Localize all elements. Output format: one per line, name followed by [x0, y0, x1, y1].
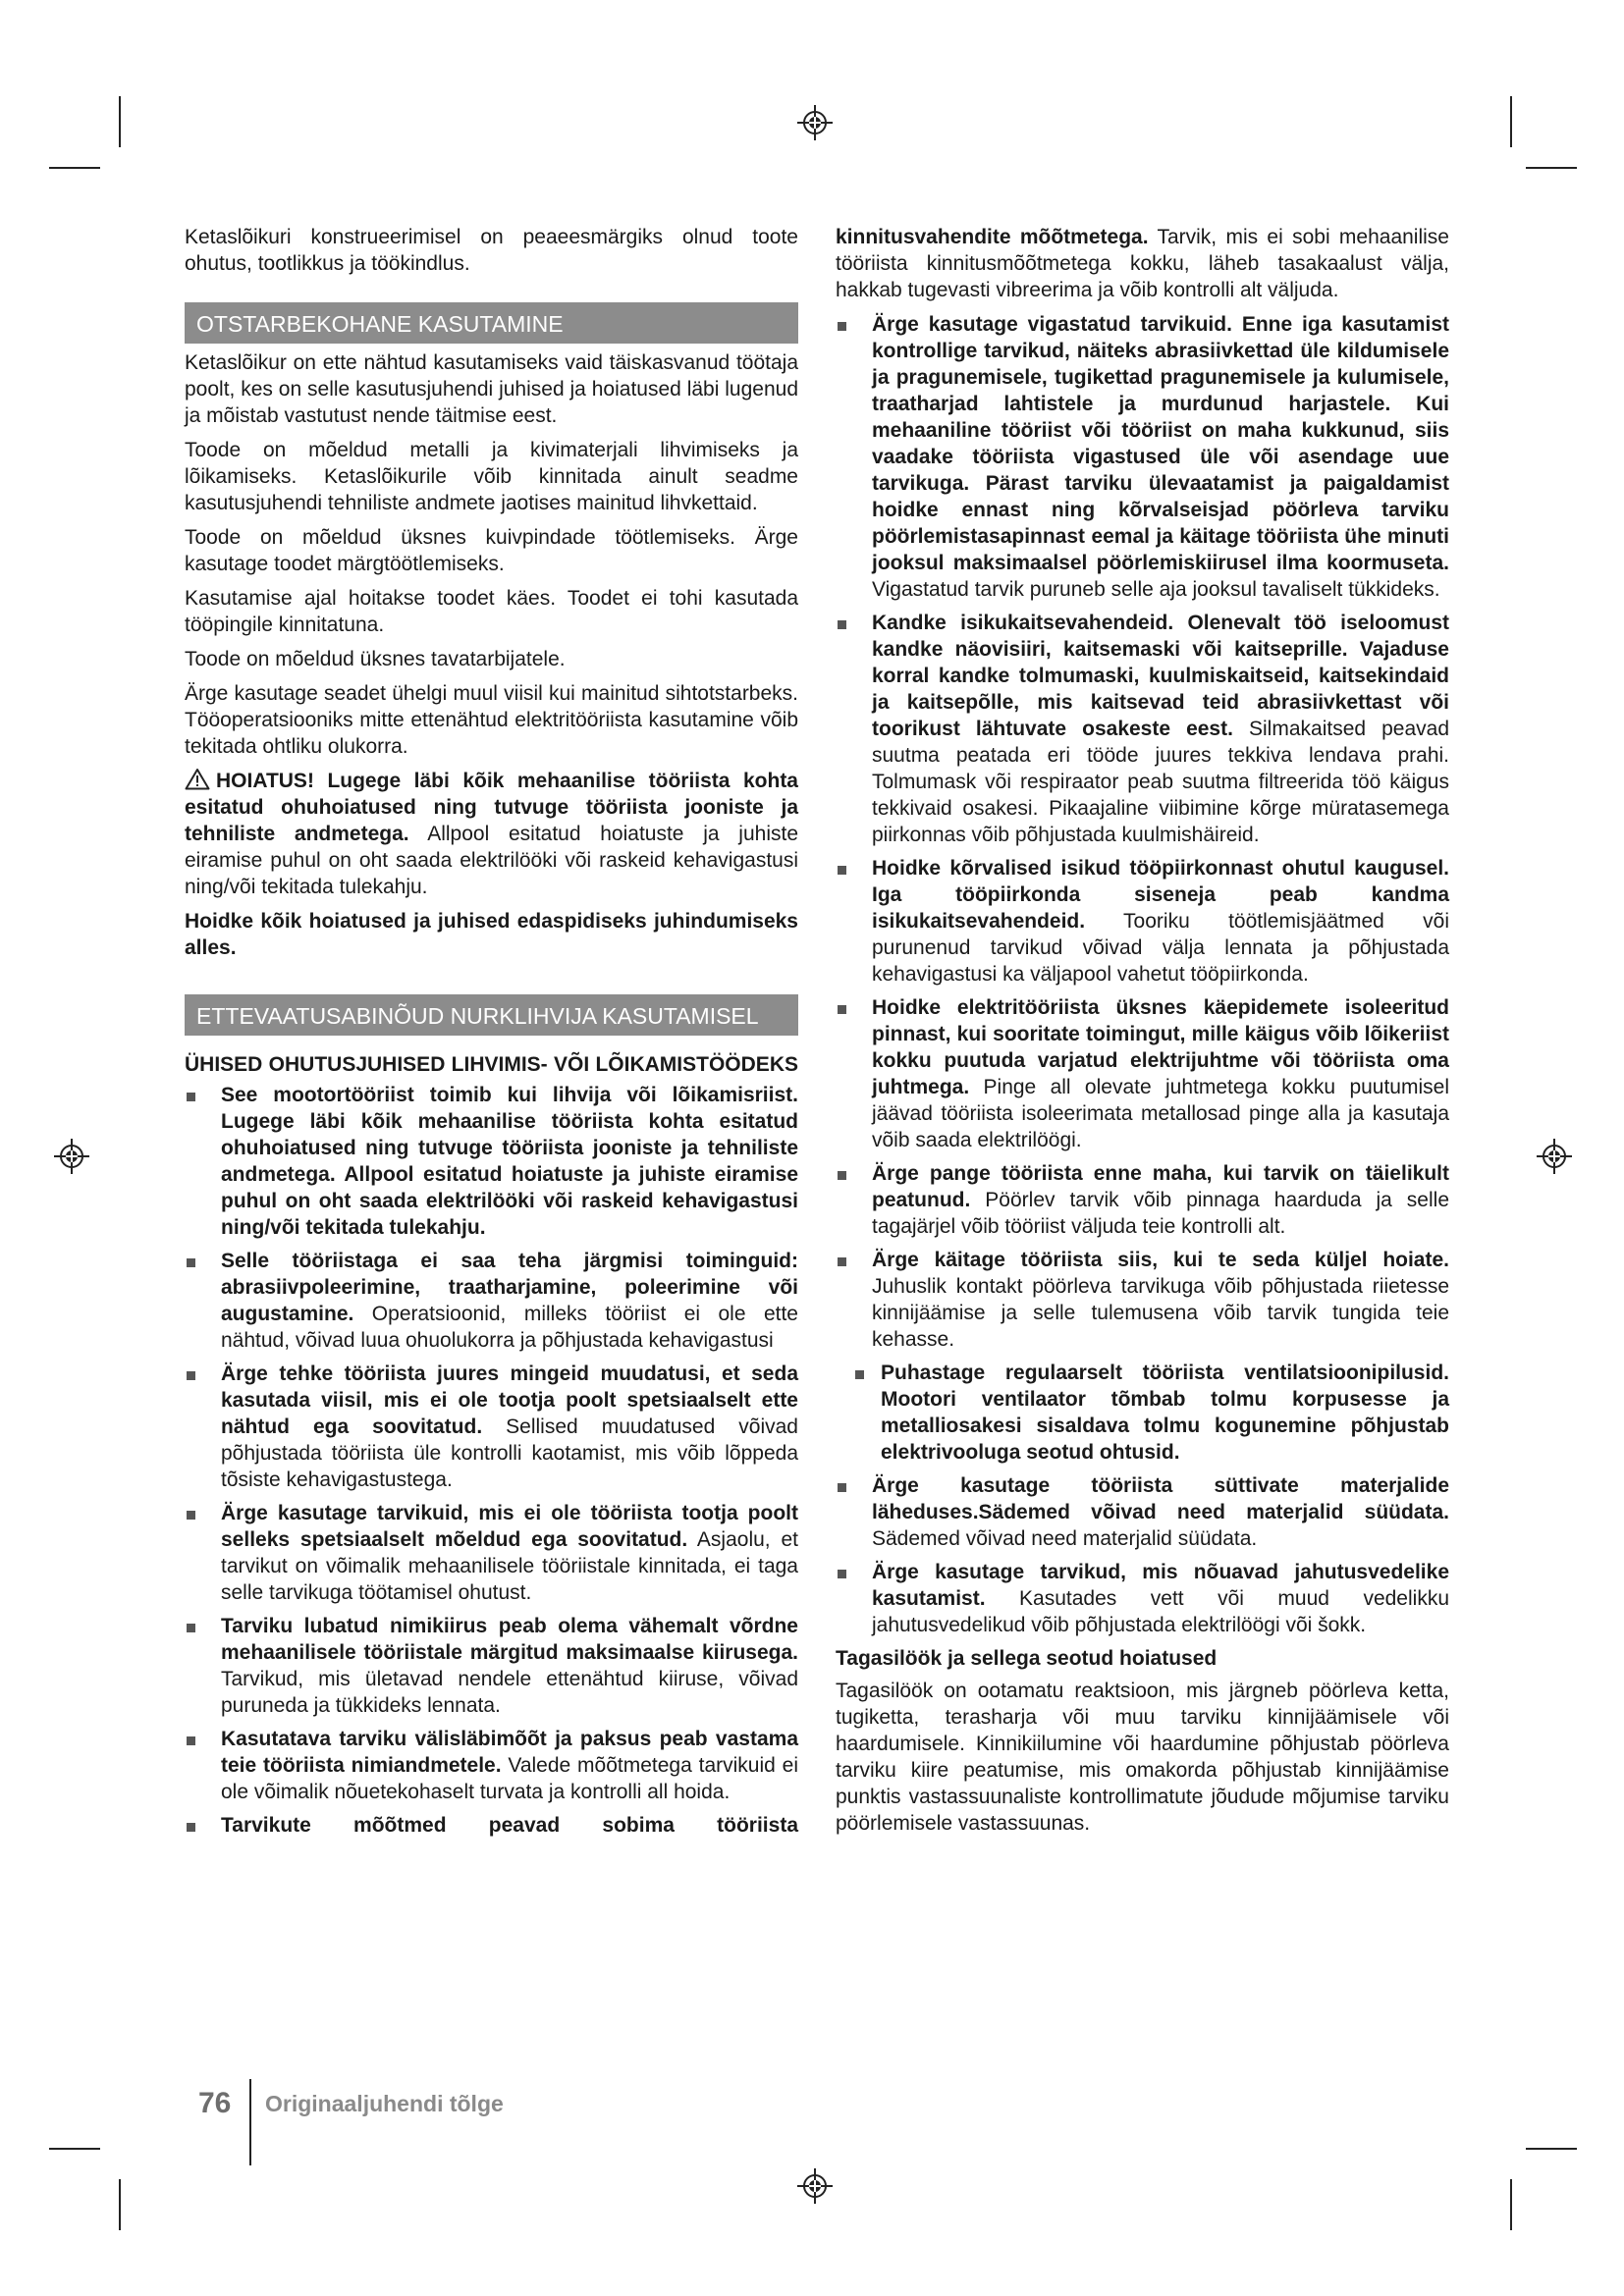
intro-paragraph: Ketaslõikuri konstrueerimisel on peaeesmärgiks olnud toote ohutus, tootlikkus ja töökindlus. — [185, 226, 798, 275]
list-item-bold: Tarvikute mõõtmed peavad sobima tööriista — [221, 1814, 798, 1837]
right-column — [836, 224, 1449, 1844]
crop-mark — [49, 2148, 100, 2150]
registration-mark-icon — [797, 2168, 833, 2204]
list-item-bold: Kandke isikukaitsevahendeid. Olenevalt töö iseloomust kandke näovisiiri, kaitsemaski või kaitseprille. Vajaduse korral kandke tolmumaski, kuulmiskaitseid, kaitsekindaid ja kaitsepõlle, mis kaitsevad teid abrasiivkettast või toorikust lähtuvate osakeste eest. — [872, 612, 1449, 740]
list-item-text: Valede mõõtmetega tarvikuid ei ole võimalik nõuetekohaselt turvata ja kontrolli all hoida. — [221, 1754, 798, 1803]
left-column — [185, 224, 798, 1845]
crop-mark — [1510, 96, 1512, 147]
list-item — [185, 1613, 798, 1719]
list-item-bold: Ärge tehke tööriista juures mingeid muudatusi, et seda kasutada viisil, mis ei ole tootja poolt spetsiaalselt ette nähtud ega soovitatud. — [221, 1362, 798, 1438]
warning-text: Allpool esitatud hoiatuste ja juhiste eiramise puhul on oht saada elektrilööki või raskeid kehavigastusi ning/või tekitada tulekahju. — [185, 823, 798, 898]
list-item-bold: Ärge pange tööriista enne maha, kui tarvik on täielikult peatunud. — [872, 1162, 1449, 1211]
kickback-paragraph: Tagasilöök on ootamatu reaktsioon, mis järgneb pöörleva ketta, tugiketta, terasharja või muu tarviku kinnijäämisele või haardumisele. Kinnikiilumine või haardumine põhjustab pöörleva tarviku kiire peatumise, mis omakorda põhjustab kinnijäämise punktis vastassuunaliste kontrollimatute jõudude mõjumise tarviku pöörlemisele vastassuunas. — [836, 1680, 1449, 1835]
paragraph: Toode on mõeldud metalli ja kivimaterjali lihvimiseks ja lõikamiseks. Ketaslõikurile võib kinnitada ainult seadme kasutusjuhendi tehniliste andmete jaotises mainitud lihvkettaid. — [185, 439, 798, 514]
list-item-bold: Puhastage regulaarselt tööriista ventilatsioonipilusid. Mootori ventilaator tõmbab tolmu korpusesse ja metalliosakesi sisaldava tolmu kogunemine põhjustab elektrivooluga seotud ohtusid. — [881, 1362, 1449, 1464]
list-item-bold: Ärge kasutage tarvikud, mis nõuavad jahutusvedelike kasutamist. — [872, 1561, 1449, 1610]
keep-instructions-text: Hoidke kõik hoiatused ja juhised edaspidiseks juhindumiseks alles. — [185, 910, 798, 959]
list-item-text: Juhuslik kontakt pöörleva tarvikuga võib põhjustada riietesse kinnijäämise ja selle tulemusena võib tarvik tungida teie kehasse. — [872, 1275, 1449, 1351]
page-number: 76 — [198, 2087, 232, 2119]
list-item — [185, 1361, 798, 1493]
footer-title: Originaaljuhendi tõlge — [265, 2091, 504, 2116]
kickback-section-title: Tagasilöök ja sellega seotud hoiatused — [836, 1647, 1218, 1670]
section-header-intended-use: OTSTARBEKOHANE KASUTAMINE — [185, 302, 798, 344]
list-item-bold: See mootortööriist toimib kui lihvija või lõikamisriist. Lugege läbi kõik mehaanilise tööriista kohta esitatud ohuhoiatused ning tutvuge tööriista jooniste ja tehniliste andmetega. Allpool esitatud hoiatuste ja juhiste eiramise puhul on oht saada elektrilööki või raskeid kehavigastusi ning/või tekitada tulekahju. — [221, 1084, 798, 1239]
list-item-text: Asjaolu, et tarvikut on võimalik mehaanilisele tööriistale kinnitada, ei taga selle tarvikuga töötamisel ohutust. — [221, 1528, 798, 1604]
crop-mark — [119, 2179, 121, 2230]
paragraph: Toode on mõeldud üksnes tavatarbijatele. — [185, 648, 566, 670]
paragraph: Toode on mõeldud üksnes kuivpindade töötlemiseks. Ärge kasutage toodet märgtöötlemiseks. — [185, 526, 798, 575]
list-item-text: Vigastatud tarvik puruneb selle aja jooksul tavaliselt tükkideks. — [872, 578, 1440, 601]
list-item — [185, 1500, 798, 1606]
crop-mark — [1510, 2179, 1512, 2230]
footer-divider — [249, 2079, 251, 2165]
list-item-bold: Selle tööriistaga ei saa teha järgmisi toiminguid: abrasiivpoleerimine, traatharjamine, poleerimine või augustamine. — [221, 1250, 798, 1325]
list-item — [836, 311, 1449, 603]
list-item-bold: Tarviku lubatud nimikiirus peab olema vähemalt võrdne mehaanilisele tööriistale märgitud maksimaalse kiirusega. — [221, 1615, 798, 1664]
list-item-text: Pinge all olevate juhtmetega kokku puutumisel jäävad tööriista isoleerimata metallosad pinge alla ja kasutaja võib saada elektrilöögi. — [872, 1076, 1449, 1151]
list-item — [836, 855, 1449, 988]
crop-mark — [1526, 2148, 1577, 2150]
section-header-precautions: ETTEVAATUSABINÕUD NURKLIHVIJA KASUTAMISEL — [185, 994, 798, 1036]
continuation-text: Tarvik, mis ei sobi mehaanilise tööriista kinnitusmõõtmetega kokku, läheb tasakaalust välja, hakkab tugevasti vibreerima ja võib kontrolli alt väljuda. — [836, 226, 1449, 301]
warning-triangle-icon — [185, 768, 210, 790]
continuation-bold: kinnitusvahendite mõõtmetega. — [836, 226, 1149, 248]
list-item-text: Kasutades vett või muud vedelikku jahutusvedelikud võib põhjustada elektrilöögi või šokk. — [872, 1587, 1449, 1636]
paragraph: Ärge kasutage seadet ühelgi muul viisil kui mainitud sihtotstarbeks. Tööoperatsiooniks mitte ettenähtud elektritööriista kasutamine võib tekitada ohtliku olukorra. — [185, 682, 798, 758]
keep-instructions — [185, 908, 798, 961]
registration-mark-icon — [797, 105, 833, 140]
list-item — [836, 1559, 1449, 1638]
list-item-text: Tarvikud, mis ületavad nendele ettenähtud kiiruse, võivad puruneda ja tükkideks lennata. — [221, 1668, 798, 1717]
list-item-text: Pöörlev tarvik võib pinnaga haarduda ja selle tagajärjel võib tööriist väljuda teie kontrolli alt. — [872, 1189, 1449, 1238]
warning-bold-text: HOIATUS! Lugege läbi kõik mehaanilise tööriista kohta esitatud ohuhoiatused ning tutvuge tööriista jooniste ja tehniliste andmetega. — [185, 770, 798, 845]
crop-mark — [49, 167, 100, 169]
list-item-bold: Ärge käitage tööriista siis, kui te seda küljel hoiate. — [872, 1249, 1449, 1271]
list-item — [185, 1812, 798, 1839]
list-item-bold: Ärge kasutage vigastatud tarvikuid. Enne iga kasutamist kontrollige tarvikud, näiteks abrasiivkettad üle kildumisele ja pragunemisele, tugikettad pragunemisele ja kulumisele, traatharjad lahtistele ja murdunud harjastele. Kui mehaaniline tööriist või tööriist on maha kukkunud, siis vaadake tööriista vigastused üle või asendage uue tarvikuga. Pärast tarviku ülevaatamist ja paigaldamist hoidke ennast ning kõrvalseisjad pöörleva tarviku pöörlemistasapinnast eemal ja käitage tööriista ühe minuti jooksul maksimaalsel pöörlemiskiirusel ilma koormuseta. — [872, 313, 1449, 574]
right-bullet-list — [836, 311, 1449, 1638]
crop-mark — [1526, 167, 1577, 169]
list-item-text: Tooriku töötlemisjäätmed või purunenud tarvikud võivad välja lennata ja põhjustada kehavigastusi ka väljapool vahetut tööpiirkonda. — [872, 910, 1449, 986]
crop-mark — [119, 96, 121, 147]
left-bullet-list — [185, 1082, 798, 1839]
list-item — [836, 1360, 1449, 1466]
list-item-text: Operatsioonid, milleks tööriist ei ole ette nähtud, võivad luua ohuolukorra ja põhjustada kehavigastusi — [221, 1303, 798, 1352]
list-item-bold: Hoidke kõrvalised isikud tööpiirkonnast ohutul kaugusel. Iga tööpiirkonda siseneja peab kandma isikukaitsevahendeid. — [872, 857, 1449, 933]
registration-mark-icon — [1537, 1139, 1572, 1174]
list-item — [836, 610, 1449, 848]
list-item — [836, 1472, 1449, 1552]
list-item-bold: Hoidke elektritööriista üksnes käepidemete isoleeritud pinnast, kui sooritate toimingut, mille käigus võib lõikeriist kokku puutuda varjatud elektrijuhtme või tööriista oma juhtmega. — [872, 996, 1449, 1098]
list-item-text: Sellised muudatused võivad põhjustada tööriista üle kontrolli kaotamist, mis võib lõppeda tõsiste kehavigastustega. — [221, 1415, 798, 1491]
list-item — [185, 1248, 798, 1354]
list-item-bold: Ärge kasutage tarvikuid, mis ei ole tööriista tootja poolt selleks spetsiaalselt mõeldud ega soovitatud. — [221, 1502, 798, 1551]
subheading-common-safety: ÜHISED OHUTUSJUHISED LIHVIMIS- VÕI LÕIKAMISTÖÖDEKS — [185, 1053, 798, 1076]
list-item-bold: Ärge kasutage tööriista süttivate materjalide läheduses.Sädemed võivad need materjalid süüdata. — [872, 1474, 1449, 1523]
paragraph: Kasutamise ajal hoitakse toodet käes. Toodet ei tohi kasutada tööpingile kinnitatuna. — [185, 587, 798, 636]
list-item — [836, 1247, 1449, 1353]
list-item — [185, 1726, 798, 1805]
warning-paragraph — [185, 768, 798, 900]
paragraph: Ketaslõikur on ette nähtud kasutamiseks vaid täiskasvanud töötaja poolt, kes on selle kasutusjuhendi juhised ja hoiatused läbi lugenud ja mõistab vastutust nende täitmise eest. — [185, 351, 798, 427]
list-item — [185, 1082, 798, 1241]
list-item-text: Silmakaitsed peavad suutma peatada eri tööde juures tekkiva lendava prahi. Tolmumask või respiraator peab suutma filtreerida töö käigus tekkivaid osakesi. Pikaajaline viibimine kõrge müratasemega piirkonnas võib põhjustada kuulmishäireid. — [872, 718, 1449, 846]
list-item-text: Sädemed võivad need materjalid süüdata. — [872, 1527, 1258, 1550]
list-item — [836, 1160, 1449, 1240]
continuation-paragraph — [836, 224, 1449, 303]
registration-mark-icon — [54, 1139, 89, 1174]
list-item — [836, 994, 1449, 1153]
list-item-bold: Kasutatava tarviku välisläbimõõt ja paksus peab vastama teie tööriista nimiandmetele. — [221, 1728, 798, 1777]
